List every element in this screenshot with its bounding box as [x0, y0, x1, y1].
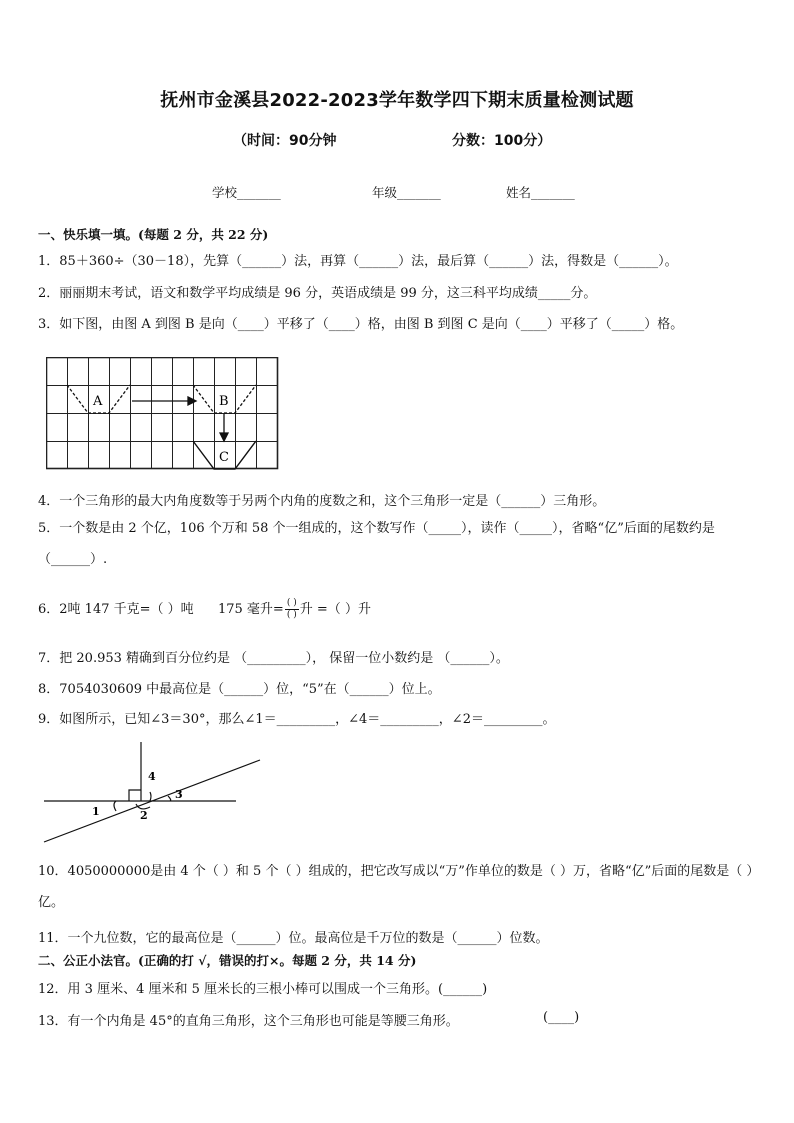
exam-time: （时间：90分钟 — [233, 133, 337, 149]
page-title: 抚州市金溪县2022-2023学年数学四下期末质量检测试题 — [160, 90, 634, 111]
question-11: 11．一个九位数，它的最高位是（______）位。最高位是千万位的数是（______）位数。 — [38, 931, 549, 946]
grid-label-b: B — [219, 394, 229, 409]
question-2: 2．丽丽期末考试，语文和数学平均成绩是 96 分，英语成绩是 99 分，这三科平均成绩_____分。 — [38, 286, 597, 301]
grid-label-c: C — [219, 450, 229, 465]
question-8: 8．7054030609 中最高位是（______）位，“5”在（______）位上。 — [38, 682, 441, 697]
angle-label-1: 1 — [92, 805, 100, 818]
angle-label-3: 3 — [175, 788, 183, 801]
question-13-blank: (____) — [543, 1010, 580, 1025]
question-6-part-a: 6．2吨 147 千克=（ ）吨 — [38, 602, 194, 617]
angle-label-4: 4 — [148, 770, 156, 783]
question-10: 10．4050000000是由 4 个（ ）和 5 个（ ）组成的，把它改写成以“万”作单位的数是（ ）万，省略“亿”后面的尾数是（ ）亿。 — [38, 864, 753, 910]
question-6-part-c: 升 =（ ）升 — [299, 602, 371, 617]
school-field: 学校_______ — [212, 185, 281, 200]
question-7: 7．把 20.953 精确到百分位约是 （_________）， 保留一位小数约是 （______）。 — [38, 651, 509, 666]
question-5: 5．一个数是由 2 个亿，106 个万和 58 个一组成的，这个数写作（_____），读作（_____），省略“亿”后面的尾数约是（______）. — [38, 521, 715, 567]
grid-translation-figure — [46, 357, 280, 470]
fraction-denominator: ( ) — [286, 610, 297, 620]
question-6-part-b: 175 毫升= — [217, 602, 284, 617]
question-12: 12．用 3 厘米、4 厘米和 5 厘米长的三根小棒可以围成一个三角形。(______) — [38, 982, 488, 997]
section-1-heading: 一、快乐填一填。(每题 2 分，共 22 分) — [38, 227, 269, 242]
section-2-heading: 二、公正小法官。(正确的打 √，错误的打×。每题 2 分，共 14 分) — [38, 953, 417, 968]
question-1: 1．85＋360÷（30－18），先算（______）法，再算（______）法，最后算（______）法，得数是（______）。 — [38, 254, 678, 269]
question-6 — [38, 598, 371, 620]
question-3: 3．如下图，由图 A 到图 B 是向（____）平移了（____）格，由图 B 到图 C 是向（____）平移了（_____）格。 — [38, 317, 684, 332]
fraction — [285, 599, 299, 620]
fraction-numerator: ( ) — [286, 598, 297, 608]
question-13: 13．有一个内角是 45°的直角三角形，这个三角形也可能是等腰三角形。 — [38, 1014, 459, 1029]
arrows — [132, 397, 228, 441]
exam-score: 分数：100分） — [452, 133, 552, 149]
angle-figure — [40, 738, 262, 846]
grid-label-a: A — [93, 394, 103, 409]
grade-field: 年级_______ — [372, 185, 441, 200]
question-4: 4．一个三角形的最大内角度数等于另两个内角的度数之和，这个三角形一定是（______）三角形。 — [38, 494, 606, 509]
angle-label-2: 2 — [140, 809, 148, 822]
question-9: 9．如图所示，已知∠3＝30°，那么∠1＝_________，∠4＝_________，∠2＝_________。 — [38, 712, 556, 727]
name-field: 姓名_______ — [506, 185, 575, 200]
